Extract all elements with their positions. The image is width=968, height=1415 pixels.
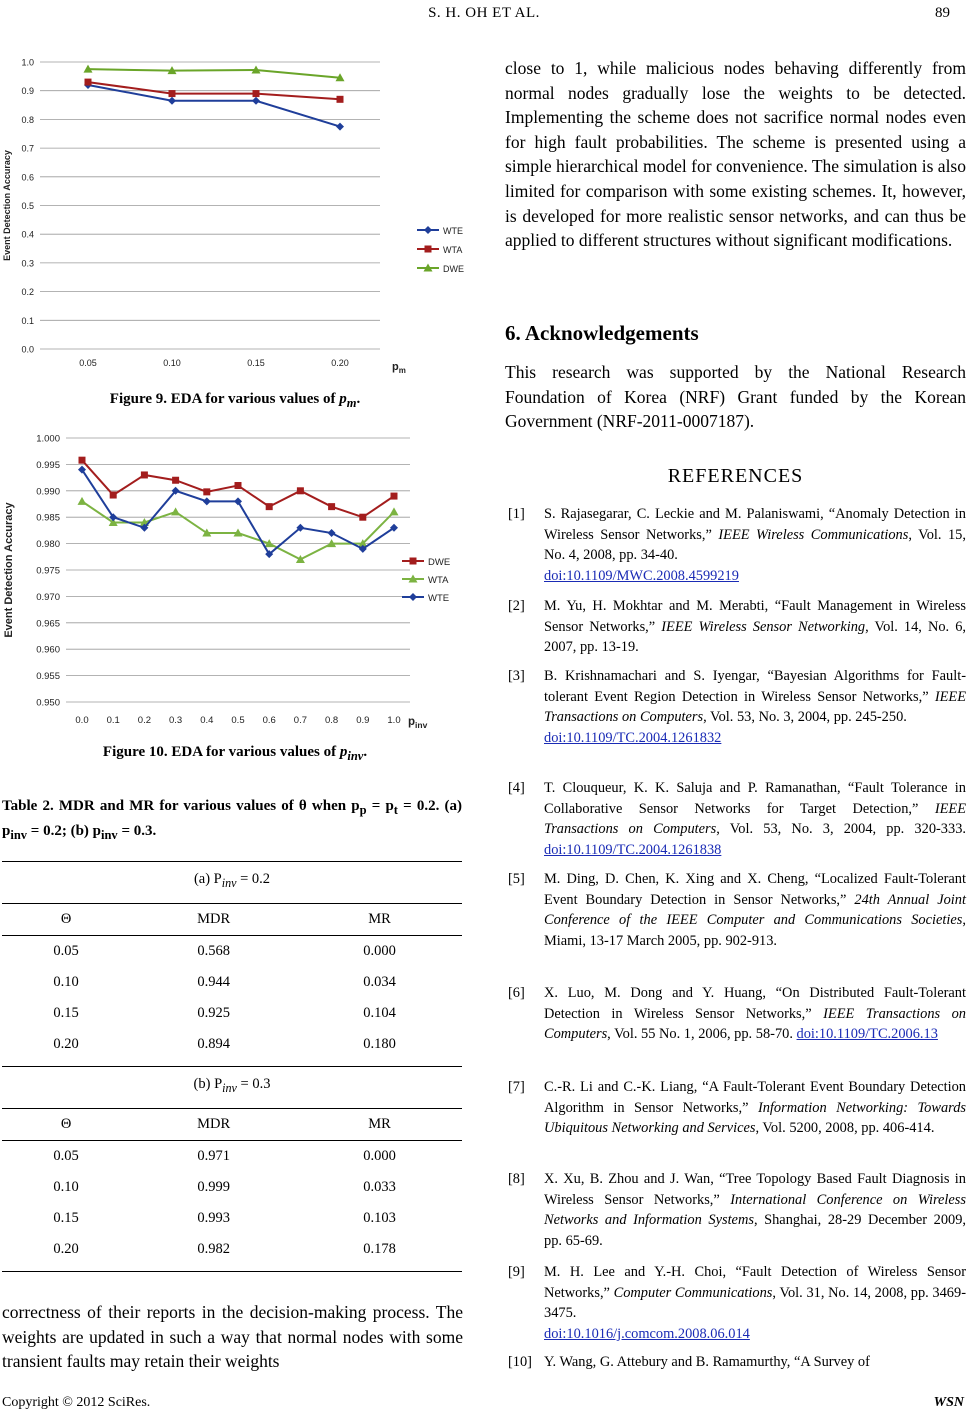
x-tick-label: 0.6 (262, 715, 276, 726)
legend-label: WTE (428, 593, 450, 604)
table-cell: 0.000 (363, 1148, 396, 1164)
reference-item: [6] X. Luo, M. Dong and Y. Huang, “On Distributed Fault-Tolerant Detection in Wireless Sensor Networks,” IEEE Transactions on Computers, Vol. 55 No. 1, 2006, pp. 58-70. doi:10.1109/TC.2006.13 (508, 985, 966, 1043)
data-point (390, 507, 399, 515)
table-cell: 0.982 (197, 1241, 230, 1257)
table2-part-b-label: (b) $P_{inv} = 0.3$ (193, 1076, 271, 1095)
y-tick-label: 1.000 (36, 433, 60, 445)
header-theta: Θ (60, 1116, 72, 1132)
data-point (203, 488, 210, 495)
header-theta: Θ (60, 911, 72, 927)
y-tick-label: 0.0 (21, 344, 34, 355)
data-point (297, 487, 304, 494)
page-number: 89 (935, 5, 950, 21)
y-tick-label: 0.5 (21, 201, 34, 211)
x-tick-label: 0.7 (293, 715, 308, 726)
y-axis-label: Event Detection Accuracy (3, 502, 15, 638)
data-point (266, 503, 273, 510)
y-tick-label: 0.8 (21, 114, 34, 125)
y-tick-label: 0.3 (21, 258, 34, 269)
y-tick-label: 0.990 (36, 486, 60, 498)
y-tick-label: 1.0 (21, 57, 34, 68)
table-cell: 0.999 (197, 1179, 230, 1195)
y-tick-label: 0.1 (21, 315, 34, 326)
legend-label: DWE (428, 557, 451, 568)
x-tick-label: 1.0 (387, 715, 401, 726)
footer-journal: WSN (933, 1395, 964, 1410)
y-tick-label: 0.985 (36, 512, 60, 524)
body-paragraph: correctness of their reports in the decision-making process. The weights are updated in such a way that normal nodes with some transient faults may retain their weights (2, 1302, 463, 1372)
doi-link[interactable]: doi:10.1109/TC.2004.1261832 (544, 729, 722, 746)
reference-item: [4] T. Clouqueur, K. K. Saluja and P. Ramanathan, “Fault Tolerance in Collaborative Sensor Networks for Target Detection,” IEEE Transactions on Computers, Vol. 53, No. 3, 2004, pp. 320-333. doi:10.1109/TC.2004.1261838 (508, 780, 966, 858)
x-tick-label: 0.4 (200, 715, 214, 726)
table-cell: 0.20 (53, 1036, 79, 1052)
table-cell: 0.10 (53, 974, 79, 990)
x-tick-label: 0.8 (324, 715, 339, 726)
table-cell: 0.925 (197, 1005, 230, 1021)
table-rule (2, 1066, 462, 1067)
doi-link[interactable]: doi:10.1109/MWC.2008.4599219 (544, 567, 739, 584)
reference-item: [5] M. Ding, D. Chen, K. Xing and X. Cheng, “Localized Fault-Tolerant Event Boundary Detection in Sensor Networks,” 24th Annual Joint Conference of the IEEE Computer and Communications Societies, Miami, 13-17 March 2005, pp. 902-913. (508, 871, 966, 949)
acknowledgement-paragraph: This research was supported by the National Research Foundation of Korea (NRF) Grant funded by the Korean Government (NRF-2011-0007187). (505, 362, 966, 432)
x-tick-label: 0.5 (231, 715, 245, 726)
table-cell: 0.034 (363, 974, 396, 990)
header-mdr: MDR (197, 1116, 231, 1132)
data-point (141, 471, 148, 478)
x-tick-label: 0.0 (75, 715, 89, 726)
y-tick-label: 0.4 (21, 229, 34, 240)
data-point (337, 96, 344, 103)
table-row (2, 967, 462, 998)
page-header (0, 0, 968, 30)
figure10-chart (0, 428, 470, 738)
y-tick-label: 0.995 (36, 459, 60, 471)
doi-link[interactable]: doi:10.1016/j.comcom.2008.06.014 (544, 1325, 750, 1342)
table-cell: 0.000 (363, 943, 396, 959)
table-row (2, 936, 462, 968)
header-mr: MR (368, 1116, 391, 1132)
table-cell: 0.033 (363, 1179, 396, 1195)
table-header-row (2, 904, 462, 936)
table-cell: 0.993 (197, 1210, 230, 1226)
table-row (2, 1234, 462, 1265)
doi-link[interactable]: doi:10.1109/TC.2004.1261838 (544, 841, 722, 858)
data-point (336, 123, 344, 131)
data-point (410, 558, 417, 565)
table-header-row (2, 1109, 462, 1141)
table2-caption: Table 2. MDR and MR for various values of θ when $p_p = p_t = 0.2$. (a) $p_{inv} = 0.2$; (b) $p_{inv} = 0.3$. (2, 798, 463, 842)
x-tick-label: 0.2 (137, 715, 152, 726)
data-point (169, 90, 176, 97)
table2-part-b (2, 1109, 462, 1265)
x-tick-label: 0.20 (331, 358, 349, 368)
table-cell: 0.15 (53, 1210, 79, 1226)
data-point (172, 477, 179, 484)
series-line (88, 69, 340, 78)
header-mr: MR (368, 911, 391, 927)
table-cell: 0.944 (197, 974, 230, 990)
figure9-caption: Figure 9. EDA for various values of $p_m$. (109, 391, 361, 410)
x-tick-label: 0.3 (168, 715, 183, 726)
reference-item: [2] M. Yu, H. Mokhtar and M. Merabti, “Fault Management in Wireless Sensor Networks,” IEEE Wireless Sensor Networking, Vol. 14, No. 6, 2007, pp. 13-19. (508, 598, 967, 656)
data-point (110, 492, 117, 499)
footer-copyright: Copyright © 2012 SciRes. (2, 1395, 151, 1410)
data-point (409, 593, 417, 601)
table-cell: 0.894 (197, 1036, 230, 1052)
reference-item: [1] S. Rajasegarar, C. Leckie and M. Palaniswami, “Anomaly Detection in Wireless Sensor Networks,” IEEE Wireless Communications, Vol. 15, No. 4, 2008, pp. 34-40. doi:10.1109/MWC.2008.4599219 (508, 506, 966, 584)
series-line (88, 85, 340, 127)
y-tick-label: 0.975 (36, 565, 60, 577)
figure10-caption: Figure 10. EDA for various values of $p_{inv}$. (102, 744, 368, 763)
reference-item: [9] M. H. Lee and Y.-H. Choi, “Fault Detection of Wireless Sensor Networks,” Computer Communications, Vol. 31, No. 14, 2008, pp. 3469-3475. doi:10.1016/j.comcom.2008.06.014 (508, 1264, 966, 1342)
x-axis-label: $p_m$ (392, 361, 406, 375)
data-point (359, 514, 366, 521)
doi-link[interactable]: doi:10.1109/TC.2006.13 (796, 1026, 938, 1043)
table-cell: 0.104 (363, 1005, 396, 1021)
data-point (203, 497, 211, 505)
table2-part-a-label: (a) $P_{inv} = 0.2$ (193, 871, 271, 890)
table-row (2, 1141, 462, 1173)
table-cell: 0.20 (53, 1241, 79, 1257)
table-cell: 0.178 (363, 1241, 396, 1257)
data-point (425, 246, 432, 253)
table-cell: 0.05 (53, 943, 79, 959)
x-axis-label: $p_{inv}$ (408, 716, 428, 730)
data-point (78, 497, 87, 505)
data-point (235, 482, 242, 489)
y-tick-label: 0.970 (36, 591, 60, 603)
references-heading: REFERENCES (667, 465, 804, 487)
y-tick-label: 0.2 (21, 287, 34, 298)
y-tick-label: 0.980 (36, 539, 60, 551)
table-cell: 0.568 (197, 943, 230, 959)
table-row (2, 1203, 462, 1234)
x-tick-label: 0.05 (79, 358, 97, 368)
x-tick-label: 0.15 (247, 358, 265, 368)
x-tick-label: 0.10 (163, 358, 181, 368)
x-tick-label: 0.1 (106, 715, 120, 726)
table-cell: 0.10 (53, 1179, 79, 1195)
data-point (424, 226, 432, 234)
table2-part-a (2, 904, 462, 1060)
table-row (2, 1029, 462, 1060)
body-paragraph: close to 1, while malicious nodes behaving differently from normal nodes gradually lose the weights to be detected. Implementing the scheme does not sacrifice normal nodes even for high fault probabilities. The scheme is presented using a simple hierarchical model for convenience. The simulation is also limited for comparison with some existing schemes. It, however, is developed for more realistic sensor networks, and can thus be applied to different structures without significant modifications. (505, 58, 966, 251)
y-tick-label: 0.950 (36, 697, 60, 709)
header-mdr: MDR (197, 911, 231, 927)
table-cell: 0.05 (53, 1148, 79, 1164)
table-cell: 0.971 (197, 1148, 230, 1164)
legend-label: WTA (428, 575, 449, 586)
y-tick-label: 0.6 (21, 172, 34, 183)
y-tick-label: 0.7 (21, 143, 34, 154)
figure9-chart (0, 48, 470, 383)
data-point (328, 529, 336, 537)
y-tick-label: 0.9 (21, 86, 34, 97)
data-point (171, 507, 180, 515)
data-point (328, 503, 335, 510)
reference-item: [3] B. Krishnamachari and S. Iyengar, “Bayesian Algorithms for Fault-tolerant Event Region Detection in Wireless Sensor Networks,” IEEE Transactions on Computers, Vol. 53, No. 3, 2004, pp. 245-250. doi:10.1109/TC.2004.1261832 (508, 668, 966, 746)
legend-label: DWE (443, 264, 464, 274)
reference-item: [7] C.-R. Li and C.-K. Liang, “A Fault-Tolerant Event Boundary Detection Algorithm in Sensor Networks,” Information Networking: Towards Ubiquitous Networking and Services, Vol. 5200, 2008, pp. 406-414. (508, 1079, 967, 1137)
y-axis-label: Event Detection Accuracy (2, 150, 12, 261)
table-cell: 0.15 (53, 1005, 79, 1021)
y-tick-label: 0.955 (36, 671, 60, 683)
data-point (253, 90, 260, 97)
table-cell: 0.180 (363, 1036, 396, 1052)
table-row (2, 998, 462, 1029)
running-title: S. H. OH ET AL. (428, 5, 540, 21)
y-tick-label: 0.965 (36, 618, 60, 630)
x-tick-label: 0.9 (356, 715, 370, 726)
data-point (252, 97, 260, 105)
data-point (79, 457, 86, 464)
legend-label: WTE (443, 226, 463, 236)
data-point (168, 97, 176, 105)
table-cell: 0.103 (363, 1210, 396, 1226)
data-point (85, 79, 92, 86)
section-heading: 6. Acknowledgements (505, 321, 699, 345)
legend-label: WTA (443, 245, 463, 255)
reference-item: [8] X. Xu, B. Zhou and J. Wan, “Tree Topology Based Fault Diagnosis in Wireless Sensor Networks,” International Conference on Wireless Networks and Information Systems, Shanghai, 28-29 December 2009, pp. 65-69. (508, 1171, 967, 1249)
table-rule (2, 861, 462, 862)
reference-item: [10] Y. Wang, G. Attebury and B. Ramamurthy, “A Survey of (508, 1354, 870, 1370)
table-rule (2, 1271, 462, 1272)
table-row (2, 1172, 462, 1203)
data-point (391, 493, 398, 500)
y-tick-label: 0.960 (36, 644, 60, 656)
